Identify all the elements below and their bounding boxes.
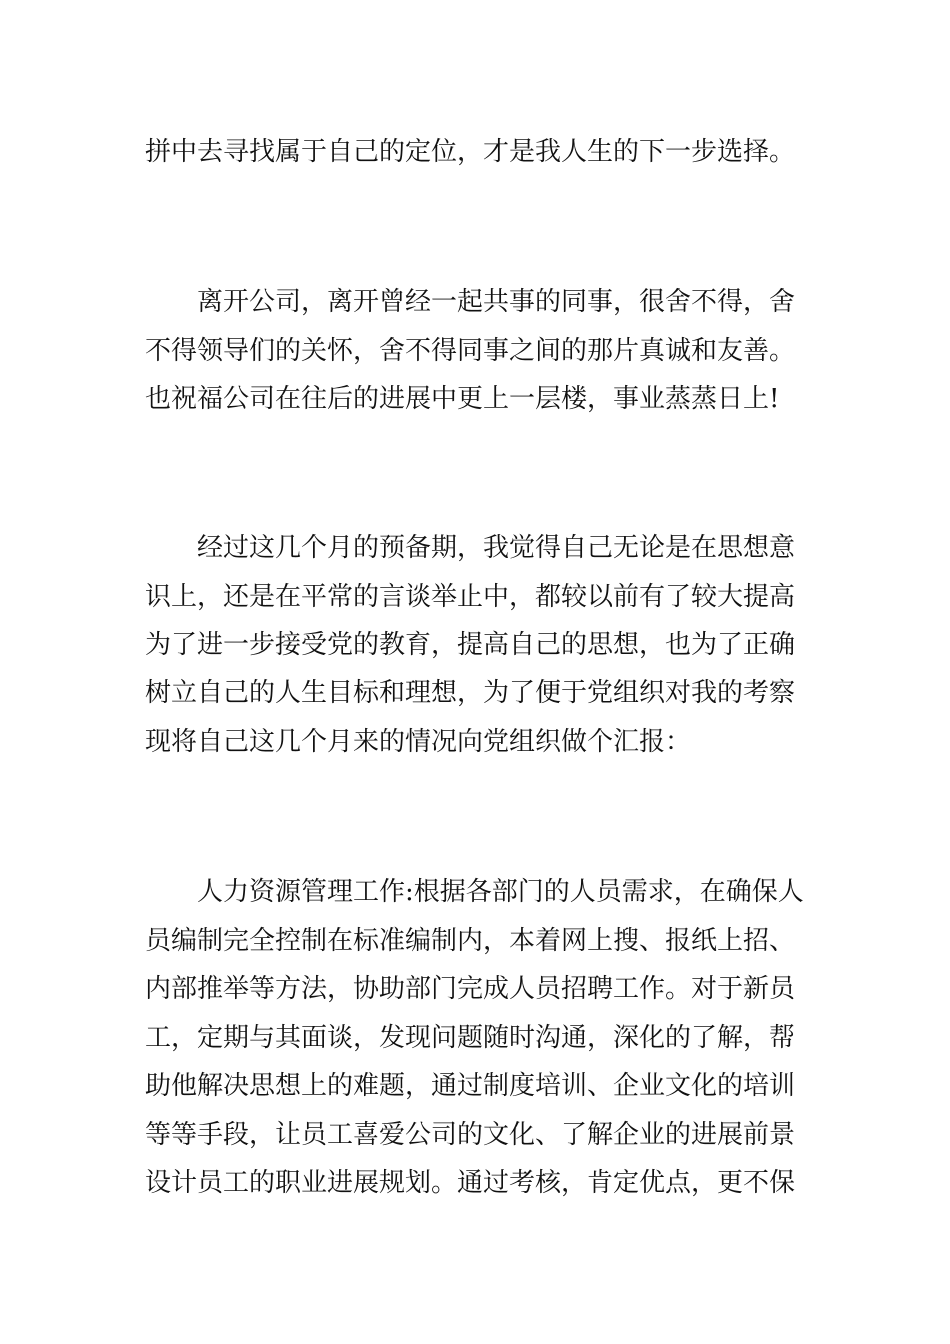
text-line: 离开公司，离开曾经一起共事的同事，很舍不得，舍 <box>197 287 796 317</box>
text-line: 也祝福公司在往后的进展中更上一层楼，事业蒸蒸日上! <box>145 384 780 414</box>
text-line: 识上，还是在平常的言谈举止中，都较以前有了较大提高 <box>145 582 796 612</box>
text-line: 助他解决思想上的难题，通过制度培训、企业文化的培训 <box>145 1071 796 1101</box>
text-line: 拼中去寻找属于自己的定位，才是我人生的下一步选择。 <box>145 137 796 167</box>
text-line: 内部推举等方法，协助部门完成人员招聘工作。对于新员 <box>145 974 796 1004</box>
text-line: 员编制完全控制在标准编制内，本着网上搜、报纸上招、 <box>145 926 796 956</box>
text-line: 为了进一步接受党的教育，提高自己的思想，也为了正确 <box>145 630 796 660</box>
text-line: 树立自己的人生目标和理想，为了便于党组织对我的考察 <box>145 678 796 708</box>
text-line: 不得领导们的关怀，舍不得同事之间的那片真诚和友善。 <box>145 336 796 366</box>
text-line: 等等手段，让员工喜爱公司的文化、了解企业的进展前景 <box>145 1120 796 1150</box>
text-line: 人力资源管理工作:根据各部门的人员需求，在确保人 <box>197 877 804 907</box>
text-line: 现将自己这几个月来的情况向党组织做个汇报： <box>145 727 692 757</box>
text-line: 工，定期与其面谈，发现问题随时沟通，深化的了解，帮 <box>145 1023 796 1053</box>
text-line: 设计员工的职业进展规划。通过考核，肯定优点，更不保 <box>145 1168 796 1198</box>
text-line: 经过这几个月的预备期，我觉得自己无论是在思想意 <box>197 533 796 563</box>
